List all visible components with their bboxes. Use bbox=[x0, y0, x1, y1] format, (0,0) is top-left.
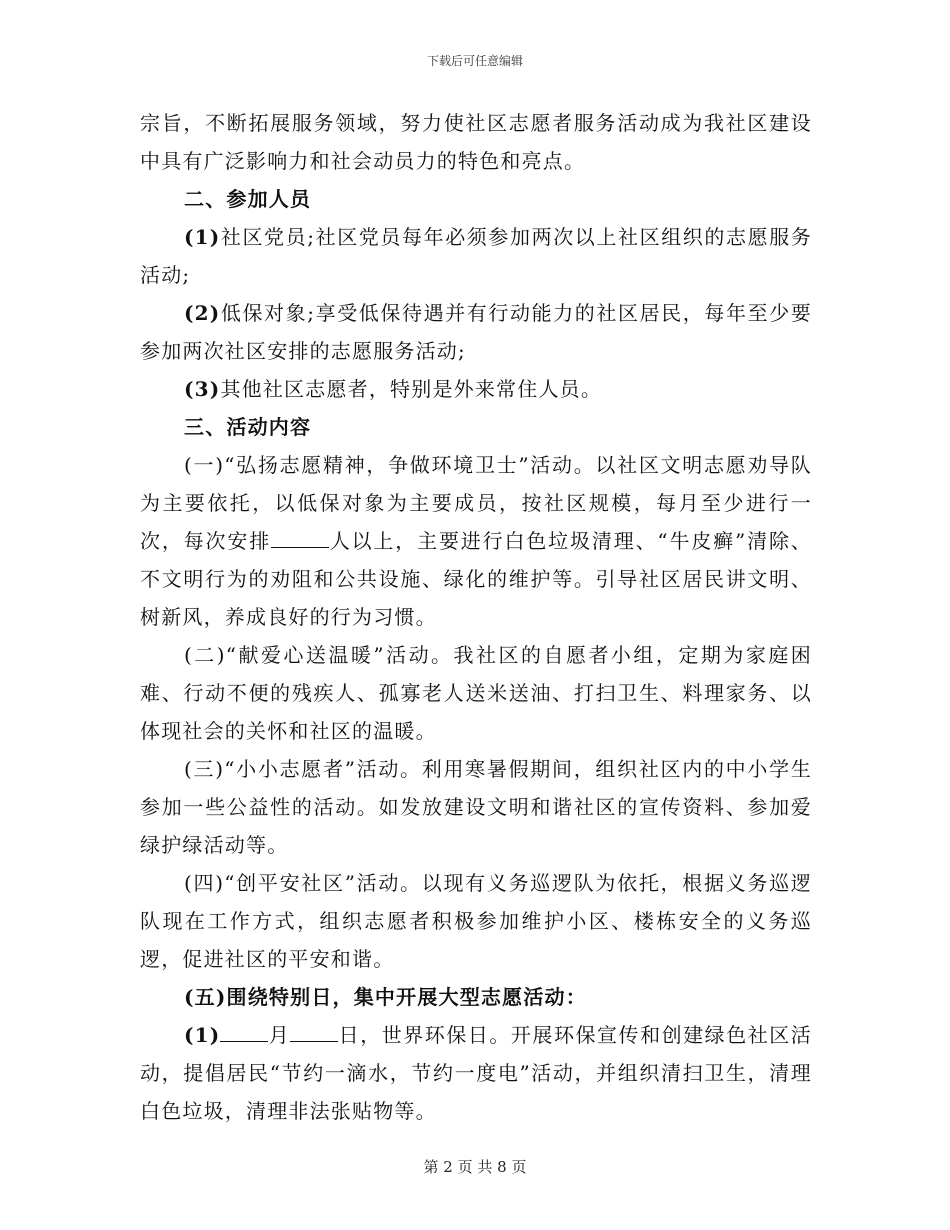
paragraph-activity-2: (二)“献爱心送温暖”活动。我社区的自愿者小组，定期为家庭困难、行动不便的残疾人、孤寡老人送米送油、打扫卫生、料理家务、以体现社会的关怀和社区的温暖。 bbox=[140, 643, 812, 743]
section-heading-activities: 三、活动内容 bbox=[184, 415, 312, 439]
item-text: 社区党员;社区党员每年必须参加两次以上社区组织的志愿服务活动; bbox=[140, 225, 812, 287]
fill-in-blank bbox=[271, 529, 329, 548]
section-heading-special-days: (五)围绕特别日，集中开展大型志愿活动： bbox=[184, 985, 587, 1009]
activity-text-end: 人以上，主要进行白色垃圾清理、“牛皮癣”清除、不文明行为的劝阻和公共设施、绿化的维护等。引导社区居民讲文明、树新风，养成良好的行为习惯。 bbox=[140, 529, 812, 629]
month-label: 月 bbox=[268, 1023, 291, 1047]
document-body bbox=[140, 104, 812, 1130]
page-header-note: 下载后可任意编辑 bbox=[426, 54, 523, 68]
paragraph-activity-3: (三)“小小志愿者”活动。利用寒暑假期间，组织社区内的中小学生参加一些公益性的活动。如发放建设文明和谐社区的宣传资料、参加爱绿护绿活动等。 bbox=[140, 757, 812, 857]
page-number: 第 2 页 共 8 页 bbox=[423, 1158, 527, 1176]
section-heading-participants: 二、参加人员 bbox=[184, 187, 312, 211]
paragraph-special-day-1 bbox=[140, 1016, 812, 1130]
activity-text-start: (一)“弘扬志愿精神，争做环境卫士”活动。以社区文明志愿劝导队为主要依托，以低保对象为主要成员，按社区规模，每月至少进行一次，每次安排 bbox=[140, 453, 812, 553]
paragraph-intro: 宗旨，不断拓展服务领域，努力使社区志愿者服务活动成为我社区建设中具有广泛影响力和社会动员力的特色和亮点。 bbox=[140, 111, 812, 173]
item-number: (3) bbox=[184, 377, 221, 401]
item-text: 低保对象;享受低保待遇并有行动能力的社区居民，每年至少要参加两次社区安排的志愿服务活动; bbox=[140, 301, 812, 363]
item-text: 日，世界环保日。开展环保宣传和创建绿色社区活动，提倡居民“节约一滴水，节约一度电”活动，并组织清扫卫生，清理白色垃圾，清理非法张贴物等。 bbox=[140, 1023, 813, 1123]
item-number: (2) bbox=[184, 301, 221, 325]
item-text: 其他社区志愿者，特别是外来常住人员。 bbox=[220, 377, 603, 401]
fill-in-blank-day bbox=[290, 1023, 338, 1042]
fill-in-blank-month bbox=[220, 1023, 268, 1042]
item-number: (1) bbox=[184, 1023, 221, 1047]
item-number: (1) bbox=[184, 225, 221, 249]
paragraph-activity-4: (四)“创平安社区”活动。以现有义务巡逻队为依托，根据义务巡逻队现在工作方式，组织志愿者积极参加维护小区、楼栋安全的义务巡逻，促进社区的平安和谐。 bbox=[140, 871, 812, 971]
paragraph-participant-3 bbox=[140, 370, 812, 408]
paragraph-activity-1 bbox=[140, 446, 812, 636]
paragraph-participant-1 bbox=[140, 218, 812, 294]
paragraph-participant-2 bbox=[140, 294, 812, 370]
